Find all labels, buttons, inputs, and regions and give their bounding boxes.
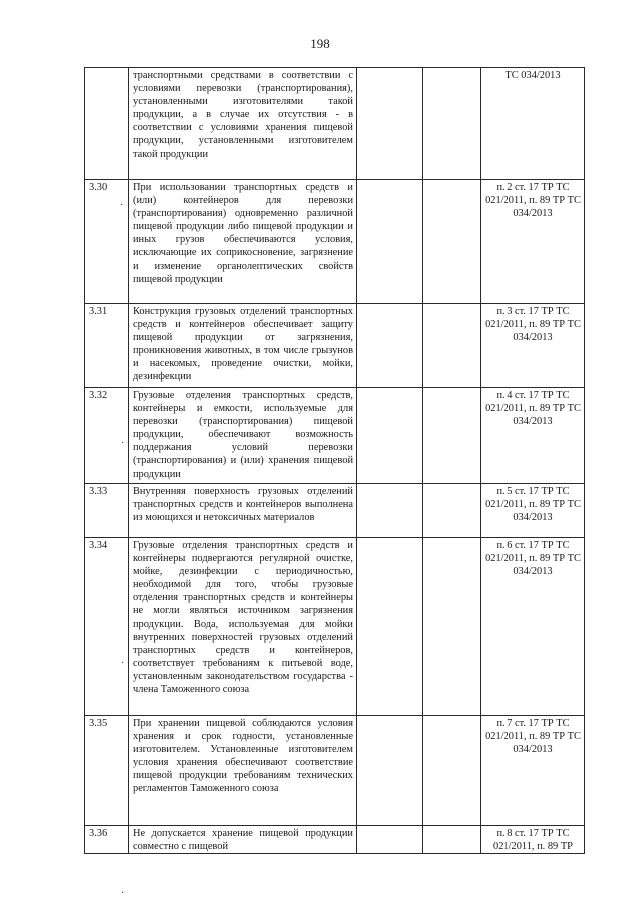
row-number: 3.30: [85, 180, 129, 304]
row-number: [85, 68, 129, 180]
scan-mark: ·: [121, 438, 125, 449]
table-row: [85, 68, 585, 180]
empty-cell: [423, 180, 481, 304]
requirement-text: Не допускается хранение пищевой продукции совместно с пищевой: [129, 826, 357, 854]
empty-cell: [423, 304, 481, 388]
table-row: [85, 538, 585, 716]
requirement-text: Конструкция грузовых отделений транспортных средств и контейнеров обеспечивает защиту пищевой продукции от загрязнения, проникновения животных, в том числе грызунов и насекомых, проведение очистки, мойки, дезинфекции: [129, 304, 357, 388]
requirement-text: транспортными средствами в соответствии с условиями перевозки (транспортирования), установленными изготовителями такой продукции, а в случае их отсутствия - в соответствии с условиями хранения пищевой продукции, установленными изготовителем такой продукции: [129, 68, 357, 180]
empty-cell: [423, 826, 481, 854]
legal-reference: п. 4 ст. 17 ТР ТС 021/2011, п. 89 ТР ТС 034/2013: [481, 388, 585, 484]
empty-cell: [357, 538, 423, 716]
scan-mark: ·: [121, 658, 125, 669]
empty-cell: [423, 388, 481, 484]
requirement-text: Грузовые отделения транспортных средств и контейнеры подвергаются регулярной очистке, мойке, дезинфекции с периодичностью, необходимой для того, чтобы грузовые отделения транспортных средств и контейнеры не могли являться источником загрязнения продукции. Вода, используемая для мойки внутренних поверхностей грузовых отделений транспортных средств и контейнеров, соответствует требованиям к питьевой воде, установленным законодательством государства - члена Таможенного союза: [129, 538, 357, 716]
legal-reference: п. 2 ст. 17 ТР ТС 021/2011, п. 89 ТР ТС 034/2013: [481, 180, 585, 304]
requirements-table: [84, 67, 585, 854]
legal-reference: п. 3 ст. 17 ТР ТС 021/2011, п. 89 ТР ТС 034/2013: [481, 304, 585, 388]
empty-cell: [357, 180, 423, 304]
table-row: [85, 826, 585, 854]
legal-reference: п. 6 ст. 17 ТР ТС 021/2011, п. 89 ТР ТС 034/2013: [481, 538, 585, 716]
empty-cell: [357, 716, 423, 826]
empty-cell: [423, 716, 481, 826]
row-number: 3.32: [85, 388, 129, 484]
row-number: 3.31: [85, 304, 129, 388]
row-number: 3.35: [85, 716, 129, 826]
requirement-text: Внутренняя поверхность грузовых отделений транспортных средств и контейнеров выполнена из моющихся и нетоксичных материалов: [129, 484, 357, 538]
empty-cell: [357, 68, 423, 180]
page-number: 198: [310, 36, 330, 51]
empty-cell: [423, 68, 481, 180]
legal-reference: ТС 034/2013: [481, 68, 585, 180]
empty-cell: [357, 388, 423, 484]
empty-cell: [357, 484, 423, 538]
table-row: [85, 388, 585, 484]
row-number: 3.36: [85, 826, 129, 854]
empty-cell: [357, 304, 423, 388]
table-row: [85, 716, 585, 826]
legal-reference: п. 5 ст. 17 ТР ТС 021/2011, п. 89 ТР ТС 034/2013: [481, 484, 585, 538]
requirement-text: При использовании транспортных средств и (или) контейнеров для перевозки (транспортирования) одновременно различной пищевой продукции либо пищевой продукции и иных грузов обеспечиваются условия, исключающие их соприкосновение, загрязнение и изменение органолептических свойств пищевой продукции: [129, 180, 357, 304]
row-number: 3.34: [85, 538, 129, 716]
empty-cell: [423, 538, 481, 716]
empty-cell: [357, 826, 423, 854]
empty-cell: [423, 484, 481, 538]
table-row: [85, 304, 585, 388]
requirement-text: Грузовые отделения транспортных средств, контейнеры и емкости, используемые для перевозки (транспортирования) пищевой продукции, обеспечивают возможность поддержания условий перевозки (транспортирования) и (или) хранения пищевой продукции: [129, 388, 357, 484]
table-row: [85, 180, 585, 304]
legal-reference: п. 8 ст. 17 ТР ТС 021/2011, п. 89 ТР: [481, 826, 585, 854]
table-row: [85, 484, 585, 538]
scan-mark: ·: [120, 200, 124, 211]
scan-mark: ·: [121, 888, 125, 899]
requirement-text: При хранении пищевой соблюдаются условия хранения и срок годности, установленные изготовителем. Установленные изготовителем условия хранения обеспечивают соответствие пищевой продукции требованиям технических регламентов Таможенного союза: [129, 716, 357, 826]
legal-reference: п. 7 ст. 17 ТР ТС 021/2011, п. 89 ТР ТС 034/2013: [481, 716, 585, 826]
row-number: 3.33: [85, 484, 129, 538]
